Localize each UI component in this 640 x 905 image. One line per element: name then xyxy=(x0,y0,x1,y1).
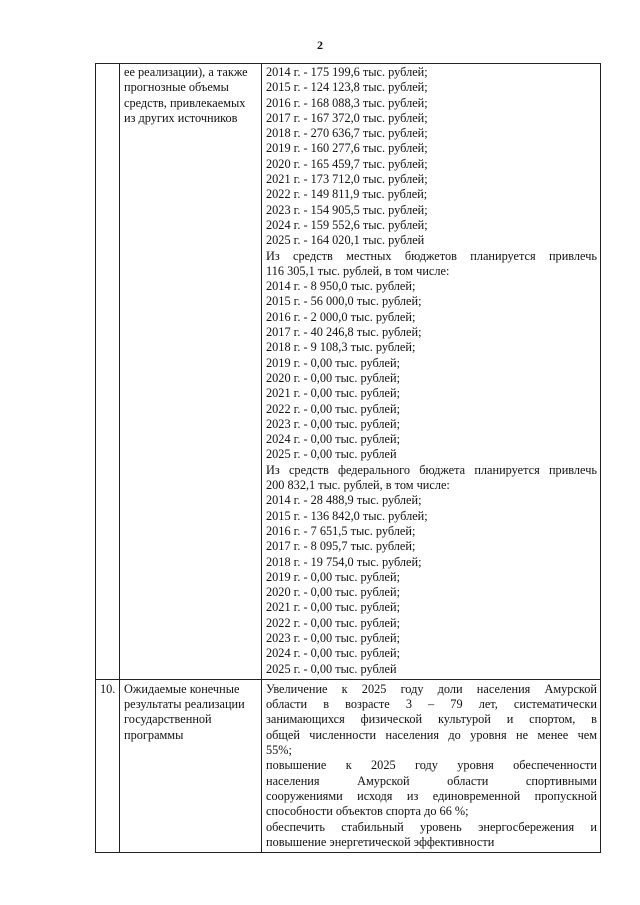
expected-result-line: занимающихся физической культурой и спортом, в xyxy=(266,712,597,727)
federal-budget-year-line: 2017 г. - 8 095,7 тыс. рублей; xyxy=(266,539,416,554)
table-row-expected-results xyxy=(96,679,601,852)
regional-budget-year-line: 2018 г. - 270 636,7 тыс. рублей; xyxy=(266,126,428,141)
regional-budget-year-line: 2016 г. - 168 088,3 тыс. рублей; xyxy=(266,95,428,110)
expected-result-line: обеспечить стабильный уровень энергосбережения и xyxy=(266,819,597,834)
local-budget-year-line: 2016 г. - 2 000,0 тыс. рублей; xyxy=(266,309,416,324)
regional-budget-year-line: 2017 г. - 167 372,0 тыс. рублей; xyxy=(266,110,428,125)
local-budget-year-line: 2014 г. - 8 950,0 тыс. рублей; xyxy=(266,279,416,294)
page-number: 2 xyxy=(317,38,323,52)
federal-budget-year-line: 2022 г. - 0,00 тыс. рублей; xyxy=(266,615,400,630)
expected-result-line: Увеличение к 2025 году доли населения Амурской xyxy=(266,681,597,696)
regional-budget-year-line: 2019 г. - 160 277,6 тыс. рублей; xyxy=(266,141,428,156)
row-name-line: ее реализации), а также xyxy=(124,65,248,79)
local-budget-year-line: 2019 г. - 0,00 тыс. рублей; xyxy=(266,355,400,370)
local-budget-total: 116 305,1 тыс. рублей, в том числе: xyxy=(266,263,450,278)
local-budget-year-line: 2025 г. - 0,00 тыс. рублей xyxy=(266,447,397,462)
local-budget-year-line: 2023 г. - 0,00 тыс. рублей; xyxy=(266,416,400,431)
federal-budget-year-line: 2020 г. - 0,00 тыс. рублей; xyxy=(266,585,400,600)
row-name-line: результаты реализации xyxy=(124,697,245,712)
regional-budget-year-line: 2025 г. - 164 020,1 тыс. рублей xyxy=(266,233,425,248)
expected-result-paragraph xyxy=(266,758,597,819)
expected-result-line: повышение энергетической эффективности xyxy=(266,834,495,849)
local-budget-year-line: 2018 г. - 9 108,3 тыс. рублей; xyxy=(266,340,416,355)
local-budget-year-line: 2017 г. - 40 246,8 тыс. рублей; xyxy=(266,325,422,340)
row-number-cell: 10. xyxy=(96,679,120,852)
federal-budget-year-line: 2015 г. - 136 842,0 тыс. рублей; xyxy=(266,508,428,523)
regional-budget-year-line: 2020 г. - 165 459,7 тыс. рублей; xyxy=(266,156,428,171)
local-budget-year-line: 2021 г. - 0,00 тыс. рублей; xyxy=(266,386,400,401)
regional-budget-year-line: 2021 г. - 173 712,0 тыс. рублей; xyxy=(266,172,428,187)
federal-budget-year-line: 2016 г. - 7 651,5 тыс. рублей; xyxy=(266,523,416,538)
expected-result-paragraph xyxy=(266,820,597,851)
local-budget-year-line: 2022 г. - 0,00 тыс. рублей; xyxy=(266,401,400,416)
local-budget-by-year xyxy=(266,279,597,463)
row-number-cell xyxy=(96,64,120,680)
expected-results-cell xyxy=(262,679,601,852)
regional-budget-year-line: 2014 г. - 175 199,6 тыс. рублей; xyxy=(266,65,428,79)
expected-result-line: 55%; xyxy=(266,743,292,758)
row-name-line: программы xyxy=(124,727,184,742)
table-row-funding-continued xyxy=(96,64,601,680)
federal-budget-year-line: 2025 г. - 0,00 тыс. рублей xyxy=(266,661,397,676)
federal-budget-total: 200 832,1 тыс. рублей, в том числе: xyxy=(266,478,450,493)
local-budget-year-line: 2020 г. - 0,00 тыс. рублей; xyxy=(266,370,400,385)
federal-budget-by-year xyxy=(266,493,597,677)
local-budget-intro: Из средств местных бюджетов планируется привлечь xyxy=(266,248,597,263)
row-name-cell xyxy=(120,679,262,852)
regional-budget-year-line: 2022 г. - 149 811,9 тыс. рублей; xyxy=(266,187,428,202)
federal-budget-year-line: 2021 г. - 0,00 тыс. рублей; xyxy=(266,600,400,615)
row-name-line: государственной xyxy=(124,712,212,727)
federal-budget-year-line: 2014 г. - 28 488,9 тыс. рублей; xyxy=(266,493,422,508)
federal-budget-intro: Из средств федерального бюджета планируется привлечь xyxy=(266,462,597,477)
local-budget-year-line: 2015 г. - 56 000,0 тыс. рублей; xyxy=(266,294,422,309)
regional-budget-by-year xyxy=(266,65,597,249)
expected-result-line: населения Амурской области спортивными xyxy=(266,773,597,788)
row-name-line: из других источников xyxy=(124,110,238,125)
expected-result-line: способности объектов спорта до 66 %; xyxy=(266,804,469,819)
regional-budget-year-line: 2024 г. - 159 552,6 тыс. рублей; xyxy=(266,217,428,232)
expected-result-line: повышение к 2025 году уровня обеспеченности xyxy=(266,758,597,773)
federal-budget-year-line: 2024 г. - 0,00 тыс. рублей; xyxy=(266,646,400,661)
expected-result-paragraph xyxy=(266,682,597,758)
expected-result-line: сооружениями исходя из единовременной пропускной xyxy=(266,788,597,803)
row-name-line: прогнозные объемы xyxy=(124,80,229,95)
expected-result-line: области в возрасте 3 – 79 лет, систематически xyxy=(266,697,597,712)
federal-budget-year-line: 2019 г. - 0,00 тыс. рублей; xyxy=(266,569,400,584)
local-budget-year-line: 2024 г. - 0,00 тыс. рублей; xyxy=(266,432,400,447)
expected-result-line: общей численности населения до уровня не менее чем xyxy=(266,727,597,742)
regional-budget-year-line: 2015 г. - 124 123,8 тыс. рублей; xyxy=(266,80,428,95)
regional-budget-year-line: 2023 г. - 154 905,5 тыс. рублей; xyxy=(266,202,428,217)
federal-budget-year-line: 2018 г. - 19 754,0 тыс. рублей; xyxy=(266,554,422,569)
row-name-cell xyxy=(120,64,262,680)
program-passport-table xyxy=(95,63,601,853)
funding-values-cell xyxy=(262,64,601,680)
row-name-line: средств, привлекаемых xyxy=(124,95,246,110)
row-name-line: Ожидаемые конечные xyxy=(124,681,240,696)
federal-budget-year-line: 2023 г. - 0,00 тыс. рублей; xyxy=(266,630,400,645)
